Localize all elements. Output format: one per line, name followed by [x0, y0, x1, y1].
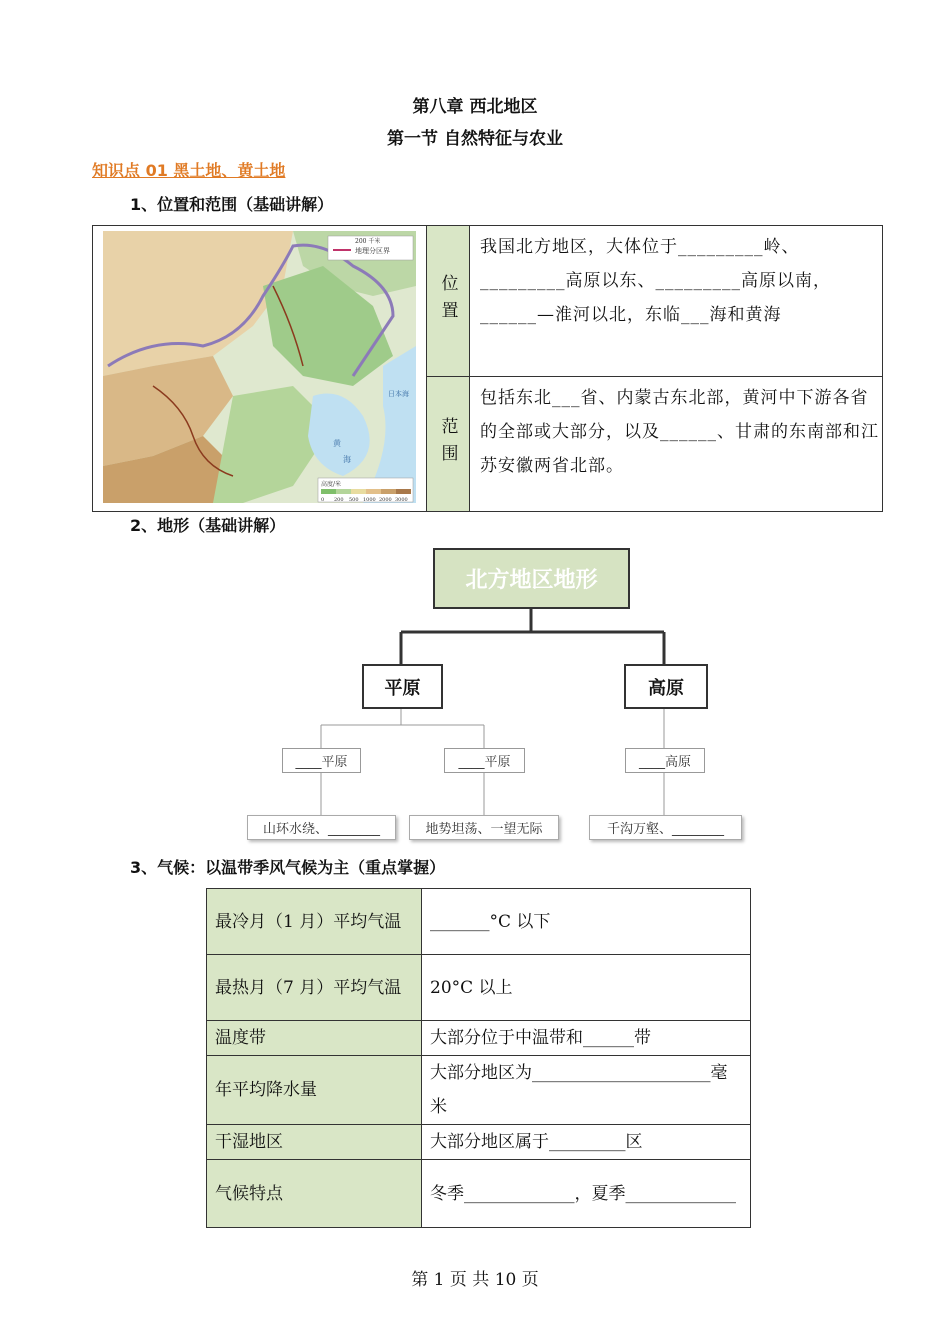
climate-label: 气候特点: [207, 1160, 422, 1228]
climate-value: 20°C 以上: [422, 955, 751, 1021]
scope-label: 范围: [427, 377, 470, 511]
climate-value: 冬季_____________，夏季_____________: [422, 1160, 751, 1228]
climate-value: 大部分位于中温带和______带: [422, 1021, 751, 1056]
diagram-leaf: 山环水绕、________: [247, 815, 396, 840]
map-boundary-legend: 地理分区界: [355, 247, 390, 255]
elevation-tick: 1000: [363, 497, 376, 503]
section-title: 第一节 自然特征与农业: [387, 129, 563, 149]
diagram-branch-plateau: 高原: [624, 664, 708, 709]
climate-label: 温度带: [207, 1021, 422, 1056]
diagram-branch-plain: 平原: [362, 664, 443, 709]
part2-heading: 2、地形（基础讲解）: [130, 516, 286, 535]
elevation-tick: 3000: [395, 497, 408, 503]
diagram-leaf: 千沟万壑、________: [589, 815, 742, 840]
scope-text: 包括东北___省、内蒙古东北部，黄河中下游各省的全部或大部分，以及______、甘肃的东南部和江苏安徽两省北部。: [480, 388, 879, 476]
table-row: [207, 1125, 751, 1160]
table-row: [207, 955, 751, 1021]
climate-value: 大部分地区属于_________区: [422, 1125, 751, 1160]
sea-label: 黄: [333, 439, 341, 448]
table-row: [207, 1021, 751, 1056]
page-footer: 第 1 页 共 10 页: [411, 1270, 539, 1290]
elevation-tick: 200: [334, 497, 344, 503]
climate-table: [206, 888, 751, 1228]
climate-label: 干湿地区: [207, 1125, 422, 1160]
diagram-node: ____平原: [282, 748, 361, 773]
table-row: [207, 1056, 751, 1125]
map-scale-label: 200 千米: [355, 238, 381, 245]
diagram-leaf: 地势坦荡、一望无际: [409, 815, 559, 840]
chapter-title: 第八章 西北地区: [412, 97, 538, 117]
elevation-tick: 500: [349, 497, 359, 503]
location-text: 我国北方地区，大体位于_________岭、_________高原以东、_________高原以南，______—淮河以北，东临___海和黄海: [480, 237, 831, 325]
climate-label: 年平均降水量: [207, 1056, 422, 1125]
elevation-legend-title: 高度/米: [321, 481, 342, 488]
knowledge-point-heading: 知识点 01 黑土地、黄土地: [92, 161, 286, 180]
table-row: [207, 1160, 751, 1228]
climate-label: 最冷月（1 月）平均气温: [207, 889, 422, 955]
climate-value: 大部分地区为_____________________毫米: [422, 1056, 751, 1125]
diagram-node: ____平原: [444, 748, 525, 773]
diagram-node: ____高原: [625, 748, 705, 773]
climate-label: 最热月（7 月）平均气温: [207, 955, 422, 1021]
location-label: 位置: [427, 226, 470, 376]
diagram-root: 北方地区地形: [433, 548, 630, 609]
climate-value: _______°C 以下: [422, 889, 751, 955]
table-row: [207, 889, 751, 955]
elevation-tick: 0: [321, 497, 325, 503]
sea-label: 海: [343, 455, 351, 464]
elevation-tick: 2000: [379, 497, 392, 503]
part3-heading: 3、气候：以温带季风气候为主（重点掌握）: [130, 858, 446, 877]
part1-heading: 1、位置和范围（基础讲解）: [130, 195, 334, 214]
sea-label: 日本海: [388, 390, 409, 398]
